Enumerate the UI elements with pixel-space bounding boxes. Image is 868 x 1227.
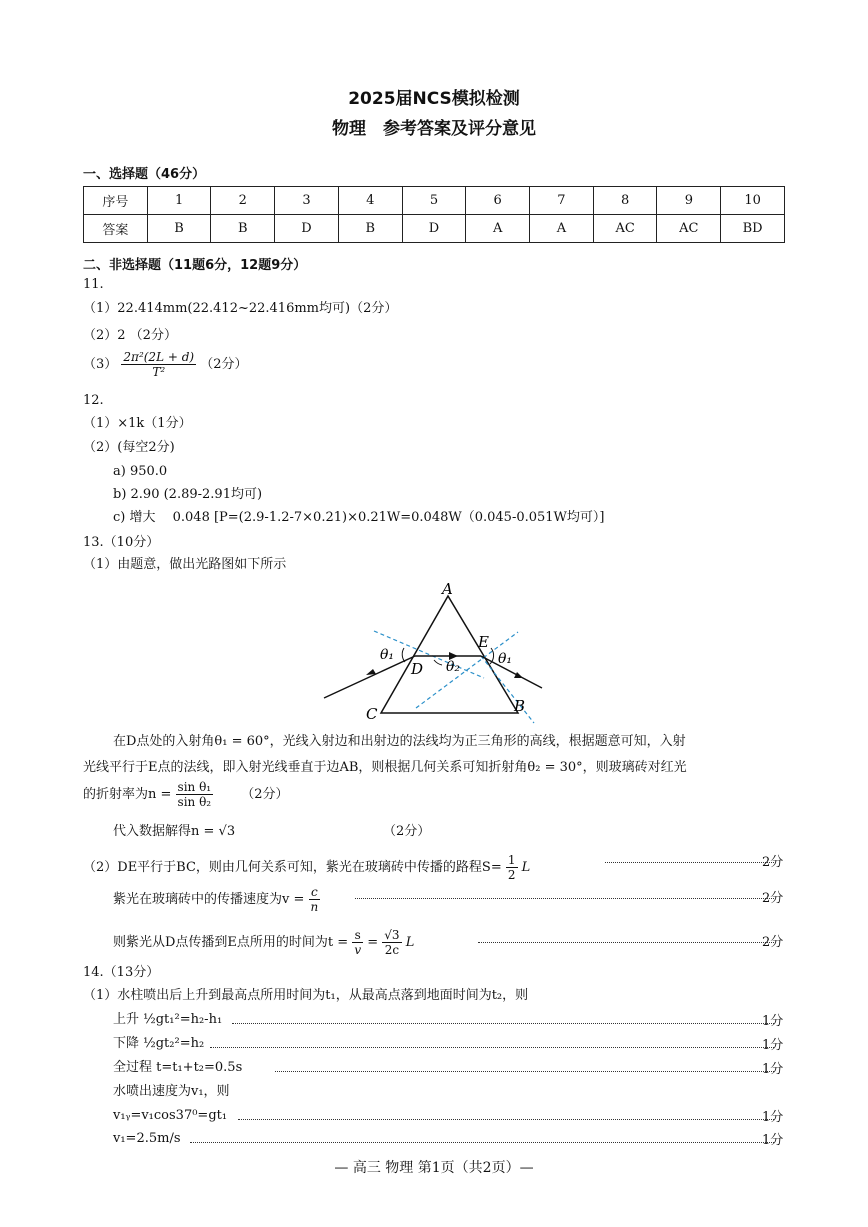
angle-arc bbox=[434, 660, 442, 665]
table-cell: 3 bbox=[275, 187, 339, 215]
table-row bbox=[84, 187, 785, 215]
fraction-denominator: v bbox=[354, 943, 362, 957]
table-cell: A bbox=[530, 215, 594, 243]
leader-dots bbox=[605, 862, 774, 863]
q11-formula bbox=[121, 350, 196, 379]
q13-path-text: （2）DE平行于BC，则由几何关系可知，紫光在玻璃砖中传播的路程S= bbox=[83, 860, 502, 875]
q14-line-velocity-intro: 水喷出速度为v₁，则 bbox=[113, 1084, 230, 1099]
fraction-denominator: n bbox=[310, 900, 319, 914]
score-label: 2分 bbox=[762, 891, 784, 906]
q13-refraction-prefix: 的折射率为n = bbox=[83, 787, 172, 802]
leader-dots bbox=[190, 1142, 774, 1143]
q13-speed-text: 紫光在玻璃砖中的传播速度为v = bbox=[113, 892, 305, 907]
label-d: D bbox=[411, 660, 424, 678]
q13-refraction-formula bbox=[176, 780, 214, 809]
table-cell: A bbox=[466, 215, 530, 243]
score-label: 2分 bbox=[762, 855, 784, 870]
table-header-cell: 答案 bbox=[84, 215, 148, 243]
q11-part3-score: （2分） bbox=[200, 357, 248, 372]
score-label: 1分 bbox=[762, 1062, 784, 1077]
fraction-denominator: sin θ₂ bbox=[177, 795, 212, 809]
q13-time-fraction-1 bbox=[352, 928, 363, 957]
q12-number: 12. bbox=[83, 393, 104, 408]
leader-dots bbox=[355, 898, 774, 899]
table-cell: 4 bbox=[338, 187, 402, 215]
q13-para-line2: 光线平行于E点的法线，即入射光线垂直于边AB，则根据几何关系可知折射角θ₂ = 30°，则玻璃砖对红光 bbox=[83, 760, 687, 775]
q11-part3-prefix: （3） bbox=[83, 357, 118, 372]
table-cell: BD bbox=[721, 215, 785, 243]
table-cell: 6 bbox=[466, 187, 530, 215]
table-cell: D bbox=[402, 215, 466, 243]
table-cell: D bbox=[275, 215, 339, 243]
q11-part1: （1）22.414mm(22.412~22.416mm均可)（2分） bbox=[83, 301, 398, 316]
score-label: 1分 bbox=[762, 1110, 784, 1125]
q14-number: 14.（13分） bbox=[83, 965, 160, 980]
score-label: 2分 bbox=[762, 935, 784, 950]
q13-time-suffix: L bbox=[405, 935, 415, 950]
q11-formula-numerator: 2π²(2L + d) bbox=[123, 350, 195, 364]
page-title: 2025届NCS模拟检测 bbox=[348, 89, 520, 109]
fraction-numerator: sin θ₁ bbox=[177, 780, 212, 794]
table-cell: 7 bbox=[530, 187, 594, 215]
q11-number: 11. bbox=[83, 277, 104, 292]
label-theta1-right: θ₁ bbox=[498, 651, 513, 667]
fraction-numerator: c bbox=[309, 885, 321, 900]
score-label: 1分 bbox=[762, 1133, 784, 1148]
prism-diagram bbox=[318, 578, 558, 728]
q14-line-v1: v₁=2.5m/s bbox=[113, 1131, 181, 1146]
leader-dots bbox=[275, 1071, 774, 1072]
table-cell: 8 bbox=[593, 187, 657, 215]
fraction-denominator: 2 bbox=[507, 868, 516, 882]
answer-table bbox=[83, 186, 785, 243]
score-label: 1分 bbox=[762, 1038, 784, 1053]
q13-speed-fraction bbox=[309, 885, 321, 914]
q13-time-text: 则紫光从D点传播到E点所用的时间为t = bbox=[113, 935, 349, 950]
table-cell: 10 bbox=[721, 187, 785, 215]
leader-dots bbox=[210, 1047, 774, 1048]
q14-part1: （1）水柱喷出后上升到最高点所用时间为t₁，从最高点落到地面时间为t₂，则 bbox=[83, 988, 529, 1003]
q12-b: b) 2.90 (2.89-2.91均可) bbox=[113, 487, 263, 502]
table-cell: AC bbox=[593, 215, 657, 243]
label-b: B bbox=[514, 697, 526, 715]
label-theta2: θ₂ bbox=[446, 659, 461, 675]
table-row bbox=[84, 215, 785, 243]
fraction-numerator: 1 bbox=[507, 853, 516, 867]
q14-line-rise: 上升 ½gt₁²=h₂-h₁ bbox=[113, 1012, 223, 1027]
q13-para-line1: 在D点处的入射角θ₁ = 60°，光线入射边和出射边的法线均为正三角形的高线，根据题意可知，入射 bbox=[113, 734, 686, 749]
q14-line-total: 全过程 t=t₁+t₂=0.5s bbox=[113, 1060, 243, 1075]
q13-refraction-score: （2分） bbox=[241, 787, 289, 802]
q13-substitute: 代入数据解得n = √3 bbox=[113, 824, 236, 839]
label-a: A bbox=[442, 580, 453, 598]
table-header-cell: 序号 bbox=[84, 187, 148, 215]
page-footer: — 高三 物理 第1页（共2页）— bbox=[334, 1160, 534, 1176]
table-cell: 5 bbox=[402, 187, 466, 215]
q13-part2-line3 bbox=[113, 928, 414, 957]
label-e: E bbox=[478, 633, 489, 651]
arrow-icon bbox=[514, 672, 523, 678]
fraction-numerator: s bbox=[352, 928, 363, 943]
arrow-icon bbox=[366, 669, 376, 675]
q12-a: a) 950.0 bbox=[113, 464, 168, 479]
table-cell: B bbox=[147, 215, 211, 243]
q12-part1: （1）×1k（1分） bbox=[83, 416, 192, 431]
angle-arc bbox=[402, 648, 405, 662]
q13-part1: （1）由题意，做出光路图如下所示 bbox=[83, 557, 287, 572]
q13-part2-line1 bbox=[83, 853, 530, 882]
leader-dots bbox=[478, 942, 774, 943]
page-subtitle: 物理 参考答案及评分意见 bbox=[332, 119, 536, 139]
q14-line-vy: v₁ᵧ=v₁cos37⁰=gt₁ bbox=[113, 1108, 228, 1123]
q13-path-suffix: L bbox=[521, 860, 531, 875]
table-cell: AC bbox=[657, 215, 721, 243]
table-cell: 2 bbox=[211, 187, 275, 215]
section-1-heading: 一、选择题（46分） bbox=[83, 167, 206, 182]
q13-part2-line2 bbox=[113, 885, 320, 914]
table-cell: B bbox=[211, 215, 275, 243]
q11-part3 bbox=[83, 350, 248, 379]
section-2-heading: 二、非选择题（11题6分，12题9分） bbox=[83, 258, 307, 273]
label-theta1-left: θ₁ bbox=[380, 647, 395, 663]
q13-number: 13.（10分） bbox=[83, 535, 160, 550]
table-cell: 9 bbox=[657, 187, 721, 215]
label-c: C bbox=[366, 705, 378, 723]
q12-part2: （2）(每空2分) bbox=[83, 440, 175, 455]
q13-para-line3 bbox=[83, 780, 289, 809]
leader-dots bbox=[238, 1119, 774, 1120]
q13-path-fraction bbox=[506, 853, 518, 882]
table-cell: 1 bbox=[147, 187, 211, 215]
q12-c: c) 增大 0.048 [P=(2.9-1.2-7×0.21)×0.21W=0.048W（0.045-0.051W均可）] bbox=[113, 510, 605, 525]
q11-formula-denominator: T² bbox=[152, 365, 166, 379]
fraction-numerator: √3 bbox=[384, 928, 400, 942]
q13-substitute-score: （2分） bbox=[383, 824, 431, 839]
leader-dots bbox=[232, 1023, 774, 1024]
fraction-denominator: 2c bbox=[384, 943, 400, 957]
score-label: 1分 bbox=[762, 1014, 784, 1029]
q13-time-fraction-2 bbox=[382, 928, 401, 957]
q14-line-fall: 下降 ½gt₂²=h₂ bbox=[113, 1036, 205, 1051]
normal-line-e bbox=[416, 632, 518, 708]
equals-sign: = bbox=[367, 935, 379, 950]
table-cell: B bbox=[338, 215, 402, 243]
q11-part2: （2）2 （2分） bbox=[83, 328, 177, 343]
